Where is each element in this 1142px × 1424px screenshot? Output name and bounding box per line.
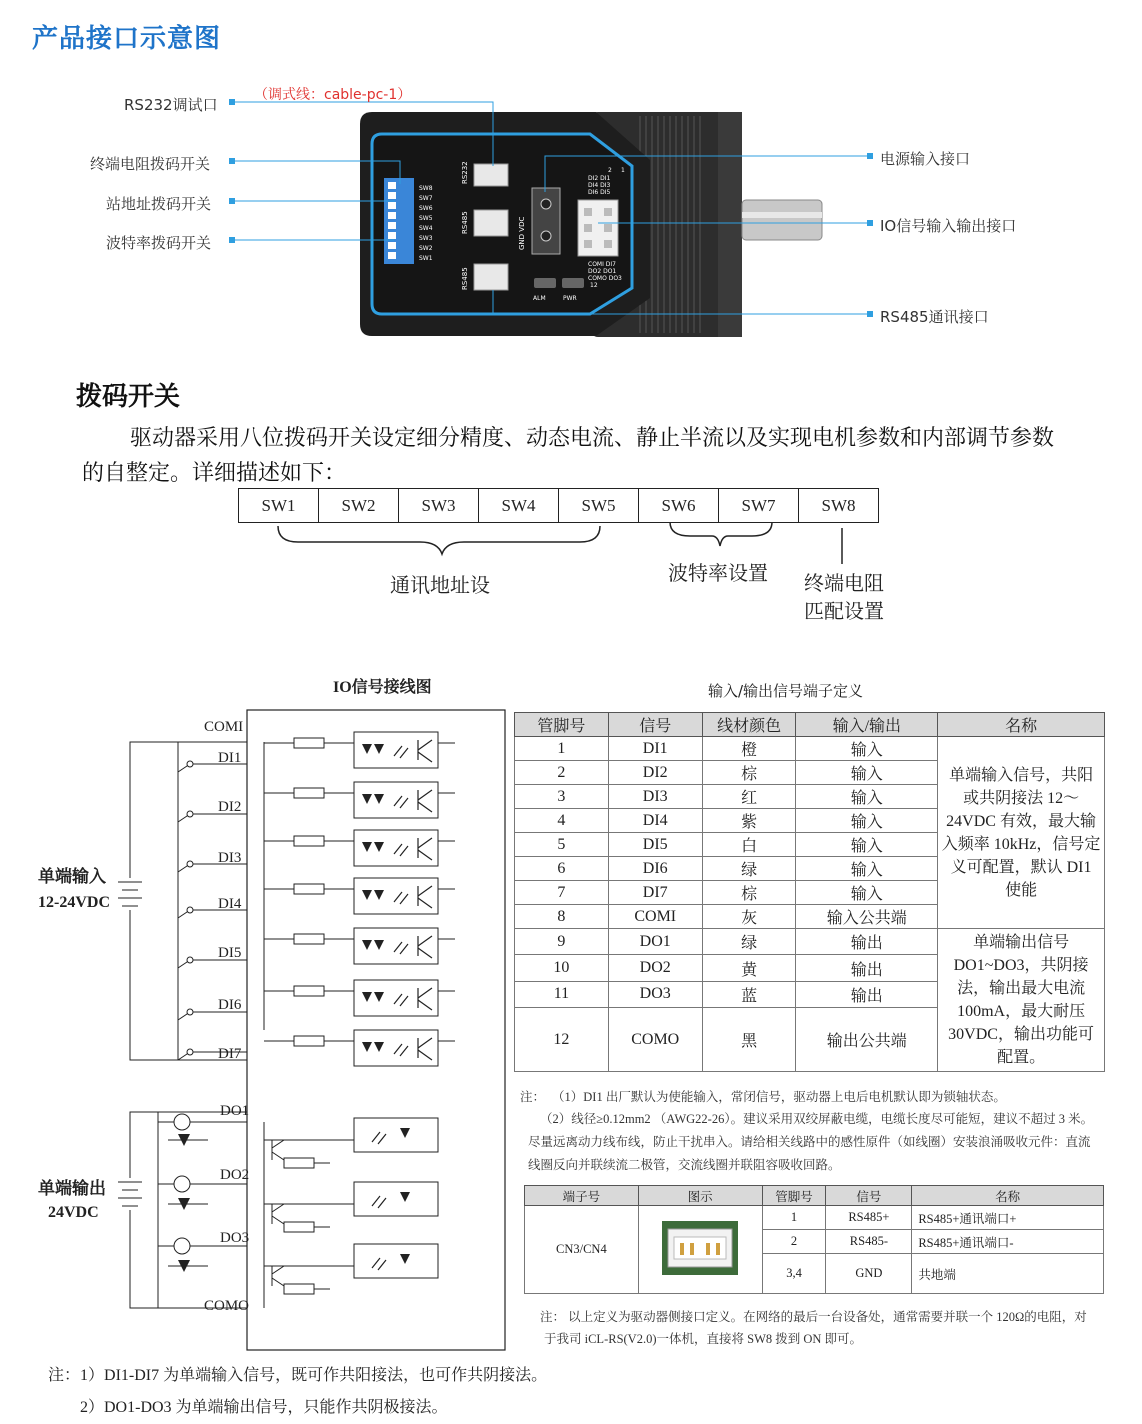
svg-text:ALM: ALM (533, 295, 546, 302)
switch-cell: SW2 (319, 489, 399, 523)
io-label-di4: DI4 (218, 896, 242, 912)
svg-text:SW7: SW7 (419, 195, 433, 202)
table-row: 1 DI1 橙 输入 单端输入信号，共阳或共阴接法 12～24VDC 有效，最大输入频率 10kHz，信号定义可配置，默认 DI1 使能 (515, 737, 1105, 761)
svg-text:12: 12 (590, 282, 598, 289)
single-output-label: 单端输出 (38, 1179, 106, 1198)
connector-icon (660, 1219, 740, 1277)
callout-power: 电源输入接口 (880, 150, 971, 168)
col-header: 端子号 (525, 1186, 639, 1206)
col-header: 名称 (912, 1186, 1104, 1206)
cn-note-a: 注： 以上定义为驱动器侧接口定义。在网络的最后一台设备处，通常需要并联一个 120Ω的电阻，对 (540, 1310, 1087, 1324)
svg-text:SW3: SW3 (419, 235, 433, 242)
io-label-di7: DI7 (218, 1046, 242, 1062)
svg-text:SW2: SW2 (419, 245, 433, 252)
pwr-led (562, 278, 584, 288)
bottom-notes (48, 1360, 547, 1424)
note-2c: 线圈反向并联续流二极管，交流线圈并联阻容吸收回路。 (528, 1158, 841, 1172)
col-header: 线材颜色 (702, 713, 796, 737)
callout-station-addr: 站地址拨码开关 (106, 195, 212, 213)
callout-io: IO信号输入输出接口 (880, 217, 1017, 235)
col-header: 图示 (638, 1186, 762, 1206)
table-row: 2 DI2 棕 输入 (515, 761, 1105, 785)
table-row: 12 COMO 黑 输出公共端 (515, 1008, 1105, 1072)
svg-text:RS232: RS232 (461, 161, 469, 184)
table-row: 5 DI5 白 输入 (515, 833, 1105, 857)
connector-table: 端子号 图示 管脚号 信号 名称 CN3/CN4 1 RS485+ RS485+通讯端口+ 2 RS485- RS485+通讯端口- 3,4 GND 共地端 (524, 1185, 1104, 1294)
group-addr-label: 通讯地址设 (390, 575, 490, 597)
callout-debug-cable: （调式线：cable-pc-1） (254, 87, 412, 103)
io-label-comi: COMI (204, 719, 244, 735)
input-description: 单端输入信号，共阳或共阴接法 12～24VDC 有效，最大输入频率 10kHz，信号定义可配置，默认 DI1 使能 (938, 737, 1105, 929)
svg-text:DO2 DO1: DO2 DO1 (588, 268, 617, 275)
io-label-do1: DO1 (220, 1103, 250, 1119)
group-baud-label: 波特率设置 (668, 563, 768, 585)
output-description: 单端输出信号 DO1~DO3，共阴接法，输出最大电流 100mA，最大耐压 30VDC，输出功能可配置。 (938, 929, 1105, 1072)
dip-description: 驱动器采用八位拨码开关设定细分精度、动态电流、静止半流以及实现电机参数和内部调节参数的自整定。详细描述如下： (82, 425, 1055, 485)
svg-text:DI4 DI3: DI4 DI3 (588, 182, 611, 189)
switch-cell: SW6 (639, 489, 719, 523)
io-diagram-title: IO信号接线图 (333, 679, 432, 696)
note-1: （1）DI1 出厂默认为使能输入，常闭信号，驱动器上电后电机默认即为锁轴状态。 (552, 1090, 1006, 1104)
terminal-cell: CN3/CN4 (525, 1206, 639, 1294)
rs485-port-b (474, 264, 508, 290)
svg-text:PWR: PWR (563, 295, 577, 302)
io-label-di3: DI3 (218, 850, 242, 866)
col-header: 名称 (938, 713, 1105, 737)
table-row: 11 DO3 蓝 输出 (515, 981, 1105, 1007)
callout-term-resistor: 终端电阻拨码开关 (90, 155, 211, 173)
svg-text:GND VDC: GND VDC (518, 216, 526, 250)
page-title: 产品接口示意图 (32, 24, 222, 54)
callout-rs485: RS485通讯接口 (880, 308, 989, 326)
note-2a: （2）线径≥0.12mm2 （AWG22-26）。建议采用双绞屏蔽电缆，电缆长度尽可能短，建议不超过 3 米。 (540, 1112, 1094, 1126)
switch-brackets (0, 520, 1142, 590)
svg-text:SW1: SW1 (419, 255, 433, 262)
svg-text:RS485: RS485 (461, 211, 469, 234)
svg-text:SW4: SW4 (419, 225, 433, 232)
svg-text:DI2 DI1: DI2 DI1 (588, 175, 611, 182)
io-label-di5: DI5 (218, 945, 242, 961)
table-row: 4 DI4 紫 输入 (515, 809, 1105, 833)
switch-cell: SW7 (719, 489, 799, 523)
table-row: 6 DI6 绿 输入 (515, 857, 1105, 881)
svg-text:RS485: RS485 (461, 267, 469, 290)
table-row: 8 COMI 灰 输入公共端 (515, 905, 1105, 929)
note-label: 注： (520, 1090, 546, 1104)
switch-cell: SW1 (239, 489, 319, 523)
svg-text:COMI DI7: COMI DI7 (588, 261, 616, 268)
rs232-port (474, 164, 508, 186)
note-2b: 尽量远离动力线布线，防止干扰串入。请给相关线路中的感性原件（如线圈）安装浪涌吸收元件：直流 (528, 1135, 1091, 1149)
rs485-port-a (474, 210, 508, 236)
cn-note-b: 于我司 iCL-RS(V2.0)一体机，直接将 SW8 拨到 ON 即可。 (544, 1332, 863, 1346)
io-label-di1: DI1 (218, 750, 242, 766)
power-port (532, 188, 560, 254)
col-header: 输入/输出 (796, 713, 938, 737)
svg-text:SW8: SW8 (419, 185, 433, 192)
switch-cell: SW5 (559, 489, 639, 523)
bottom-note-label: 注： (48, 1367, 81, 1384)
group-term-label-1: 终端电阻 (804, 573, 884, 595)
switch-cell: SW3 (399, 489, 479, 523)
table-row: 3 DI3 红 输入 (515, 785, 1105, 809)
io-label-como: COMO (204, 1298, 250, 1314)
col-header: 管脚号 (762, 1186, 826, 1206)
switch-cell: SW4 (479, 489, 559, 523)
io-label-do2: DO2 (220, 1167, 250, 1183)
single-input-label: 单端输入 (38, 867, 106, 886)
svg-text:SW5: SW5 (419, 215, 433, 222)
signal-table-title: 输入/输出信号端子定义 (708, 682, 864, 700)
svg-text:COMO DO3: COMO DO3 (588, 275, 622, 282)
dip-switch (384, 178, 414, 264)
table-row: 9 DO1 绿 输出 单端输出信号 DO1~DO3，共阴接法，输出最大电流 100mA，最大耐压 30VDC，输出功能可配置。 (515, 929, 1105, 955)
bottom-note-1: 1）DI1-DI7 为单端输入信号，既可作共阳接法，也可作共阴接法。 (80, 1367, 548, 1384)
output-voltage-label: 24VDC (48, 1204, 99, 1221)
input-voltage-label: 12-24VDC (38, 894, 110, 911)
col-header: 信号 (608, 713, 702, 737)
switch-row (238, 488, 879, 523)
io-wiring-diagram (0, 700, 520, 1390)
connector-image (638, 1206, 762, 1294)
table-row: 7 DI7 棕 输入 (515, 881, 1105, 905)
col-header: 管脚号 (515, 713, 609, 737)
svg-text:DI6 DI5: DI6 DI5 (588, 189, 611, 196)
callout-baud: 波特率拨码开关 (106, 234, 212, 252)
signal-table (514, 712, 1105, 1072)
bottom-note-2: 2）DO1-DO3 为单端输出信号，只能作共阴极接法。 (80, 1399, 448, 1416)
dip-heading: 拨码开关 (76, 382, 181, 412)
svg-text:2: 2 (608, 167, 612, 174)
switch-cell: SW8 (799, 489, 879, 523)
table-row: 10 DO2 黄 输出 (515, 955, 1105, 981)
group-term-label-2: 匹配设置 (804, 601, 884, 623)
alm-led (534, 278, 556, 288)
svg-text:1: 1 (621, 167, 625, 174)
io-label-do3: DO3 (220, 1230, 250, 1246)
motor-shaft (742, 200, 822, 240)
callout-rs232: RS232调试口 (124, 96, 218, 114)
col-header: 信号 (826, 1186, 912, 1206)
io-label-di6: DI6 (218, 997, 242, 1013)
io-label-di2: DI2 (218, 799, 242, 815)
svg-text:SW6: SW6 (419, 205, 433, 212)
